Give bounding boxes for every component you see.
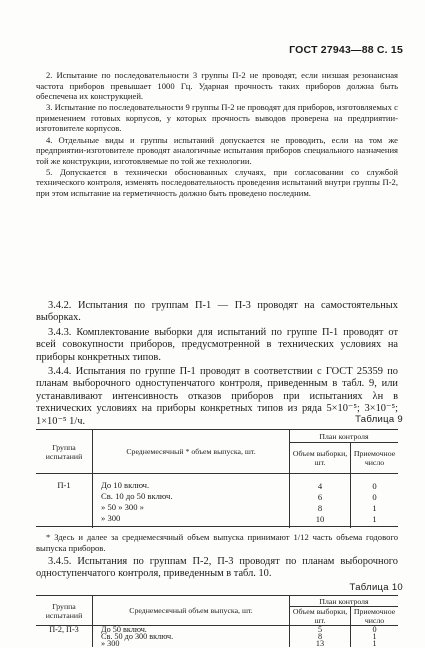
table-row: [36, 480, 398, 491]
note-2: 2. Испытание по последовательности 3 группы П-2 не проводят, если низшая резонансная частота приборов превышает 1000 Гц. Ударная прочность таких приборов должна быть обеспечена их конструкцией.: [36, 70, 398, 102]
table9-footnote: * Здесь и далее за среднемесячный объем выпуска принимают 1/12 часть объема годового выпуска приборов.: [36, 532, 398, 553]
table-10: [36, 596, 398, 647]
table10-header-volume: Среднемесячный объем выпуска, шт.: [93, 596, 290, 626]
notes-block: [36, 70, 398, 199]
table9-group: П-1: [36, 480, 93, 524]
table9-acceptance-cell: 1: [372, 513, 377, 524]
table9-volume-cell: Св. 10 до 50 включ.: [93, 491, 290, 502]
paragraph-3-4-2: 3.4.2. Испытания по группам П-1 — П-3 проводят на самостоятельных выборках.: [36, 300, 398, 324]
table9-sample-cell: 6: [290, 491, 351, 502]
table9-acceptance-cell: 0: [372, 480, 377, 491]
table10-acceptance-cell: 1: [372, 632, 377, 641]
table9-header-acceptance: Приемочное число: [351, 443, 399, 474]
main-text-2: [36, 556, 398, 581]
page-header: ГОСТ 27943—88 С. 15: [289, 44, 403, 56]
paragraph-3-4-5: 3.4.5. Испытания по группам П-2, П-3 проводят по планам выборочного одноступенчатого контроля, приведенным в табл. 10.: [36, 556, 398, 580]
table9-caption: Таблица 9: [355, 414, 403, 425]
table10-acceptance-cell: 1: [372, 639, 377, 648]
table10-sample-cell: 13: [290, 640, 351, 647]
note-4: 4. Отдельные виды и группы испытаний допускается не проводить, если на том же предприятии-изготовителе проводят аналогичные испытания приборов специального назначения той же конструкции, изготовляемые по той же технологии.: [36, 134, 398, 166]
table9-header-sample: Объем выборки, шт.: [290, 443, 351, 474]
table10-sample-cell: 8: [290, 633, 351, 640]
table9-acceptance-cell: 1: [372, 502, 377, 513]
table9-volume-cell: » 300: [93, 513, 290, 524]
table10-header-plan: План контроля: [290, 596, 399, 607]
table-9: [36, 430, 398, 528]
table9-footnote-block: [36, 532, 398, 553]
table10-caption: Таблица 10: [349, 582, 403, 593]
table9-acceptance-cell: 0: [372, 491, 377, 502]
table-row: [36, 626, 398, 634]
main-text: [36, 300, 398, 428]
note-5: 5. Допускается в технически обоснованных случаях, при согласовании со службой технического контроля, изменять последовательность проведения испытаний внутри группы П-2, при этом испытание на герметичность должно быть проведено последним.: [36, 166, 398, 199]
paragraph-3-4-3: 3.4.3. Комплектование выборки для испытаний по группе П-1 проводят от всей совокупности приборов, предусмотренной в технических условиях на приборы конкретных типов.: [36, 326, 398, 363]
table9-header-plan: План контроля: [290, 430, 399, 443]
table9-bottom-rule: [36, 526, 398, 527]
table10-header-group: Группа испытаний: [36, 596, 93, 626]
table9-header-volume: Среднемесячный * объем выпуска, шт.: [93, 430, 290, 474]
table10-group: П-2, П-3: [36, 626, 93, 648]
table10-volume-cell: До 50 включ.: [93, 626, 290, 634]
table10-sample-cell: 5: [290, 626, 351, 634]
paragraph-3-4-4: 3.4.4. Испытания по группе П-1 проводят в соответствии с ГОСТ 25359 по планам выборочного одноступенчатого контроля, приведенным в табл. 9, или устанавливают интенсивность отказов приборов при испытаниях λн в технических условиях на приборы конкретных типов из ряда 5×10⁻⁵; 3×10⁻⁵; 1×10⁻⁵ 1/ч.: [36, 366, 398, 427]
table10-header-acceptance: Приемочное число: [351, 607, 399, 626]
table9-header-group: Группа испытаний: [36, 430, 93, 474]
table9-sample-cell: 8: [290, 502, 351, 513]
table9-sample-cell: 4: [290, 480, 351, 491]
table9-volume-cell: » 50 » 300 »: [93, 502, 290, 513]
table10-header-sample: Объем выборки, шт.: [290, 607, 351, 626]
table9-sample-cell: 10: [290, 513, 351, 524]
table10-volume-cell: » 300: [93, 640, 290, 647]
table9-volume-cell: До 10 включ.: [93, 480, 290, 491]
table10-volume-cell: Св. 50 до 300 включ.: [93, 633, 290, 640]
table10-acceptance-cell: 0: [372, 625, 377, 634]
note-3: 3. Испытание по последовательности 9 группы П-2 не проводят для приборов, изготовляемых с применением готовых корпусов, у которых прочность выводов проверена на предприятии-изготовителе корпусов.: [36, 102, 398, 134]
